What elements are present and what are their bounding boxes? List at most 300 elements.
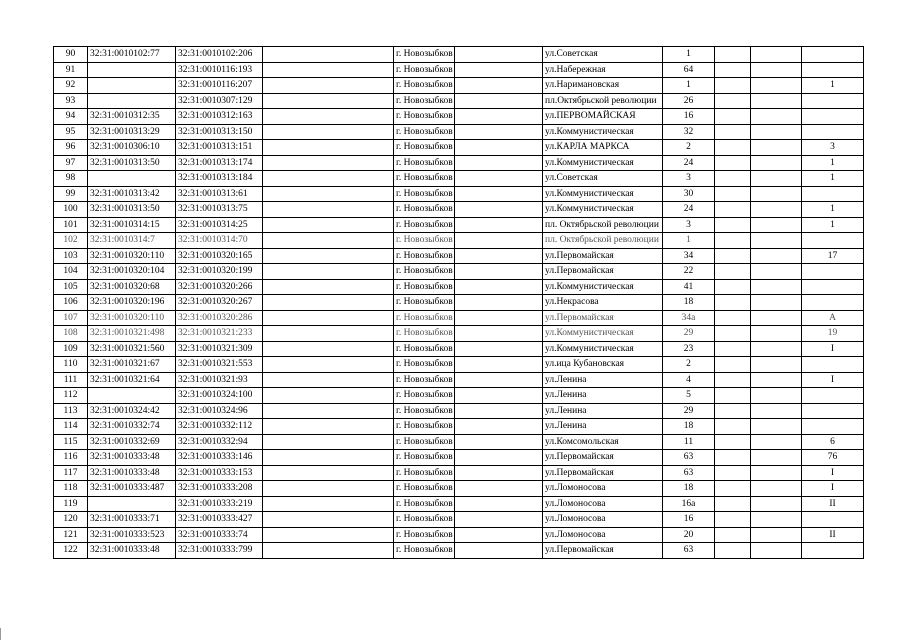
apartment-cell [802, 295, 864, 311]
empty-cell [263, 264, 394, 280]
empty-cell [751, 140, 802, 156]
row-number: 104 [54, 264, 88, 280]
cadastral-number-land: 32:31:0010102:77 [88, 47, 176, 63]
house-number-cell: 63 [663, 543, 715, 559]
apartment-cell [802, 186, 864, 202]
empty-cell [715, 527, 751, 543]
empty-cell [751, 62, 802, 78]
register-table [53, 46, 864, 559]
table-row [54, 310, 864, 326]
empty-cell [455, 310, 543, 326]
street-cell: пл. Октябрьской революции [543, 217, 663, 233]
empty-cell [715, 93, 751, 109]
empty-cell [751, 109, 802, 125]
apartment-cell [802, 357, 864, 373]
cadastral-number-land: 32:31:0010333:71 [88, 512, 176, 528]
city-cell: г. Новозыбков [394, 140, 455, 156]
apartment-cell [802, 264, 864, 280]
street-cell: ул.ица Кубановская [543, 357, 663, 373]
street-cell: ул.Первомайская [543, 248, 663, 264]
cadastral-number-land: 32:31:0010321:67 [88, 357, 176, 373]
cadastral-number-building: 32:31:0010332:112 [176, 419, 263, 435]
empty-cell [715, 450, 751, 466]
row-number: 121 [54, 527, 88, 543]
apartment-cell [802, 124, 864, 140]
empty-cell [751, 248, 802, 264]
empty-cell [715, 295, 751, 311]
street-cell: ул.Советская [543, 47, 663, 63]
city-cell: г. Новозыбков [394, 109, 455, 125]
house-number-cell: 16 [663, 109, 715, 125]
empty-cell [455, 450, 543, 466]
city-cell: г. Новозыбков [394, 341, 455, 357]
cadastral-number-building: 32:31:0010313:184 [176, 171, 263, 187]
cadastral-number-building: 32:31:0010320:267 [176, 295, 263, 311]
cadastral-number-building: 32:31:0010324:96 [176, 403, 263, 419]
empty-cell [751, 326, 802, 342]
cadastral-number-building: 32:31:0010333:219 [176, 496, 263, 512]
empty-cell [455, 326, 543, 342]
table-row [54, 202, 864, 218]
empty-cell [751, 155, 802, 171]
city-cell: г. Новозыбков [394, 279, 455, 295]
apartment-cell [802, 403, 864, 419]
empty-cell [263, 543, 394, 559]
house-number-cell: 1 [663, 47, 715, 63]
table-row [54, 326, 864, 342]
empty-cell [751, 78, 802, 94]
empty-cell [455, 233, 543, 249]
empty-cell [455, 496, 543, 512]
city-cell: г. Новозыбков [394, 372, 455, 388]
empty-cell [263, 419, 394, 435]
empty-cell [455, 527, 543, 543]
empty-cell [715, 124, 751, 140]
row-number: 92 [54, 78, 88, 94]
empty-cell [715, 248, 751, 264]
empty-cell [751, 310, 802, 326]
house-number-cell: 32 [663, 124, 715, 140]
cadastral-number-building: 32:31:0010313:174 [176, 155, 263, 171]
cadastral-number-building: 32:31:0010314:25 [176, 217, 263, 233]
row-number: 112 [54, 388, 88, 404]
apartment-cell [802, 543, 864, 559]
house-number-cell: 1 [663, 233, 715, 249]
empty-cell [751, 186, 802, 202]
city-cell: г. Новозыбков [394, 78, 455, 94]
empty-cell [263, 295, 394, 311]
city-cell: г. Новозыбков [394, 47, 455, 63]
empty-cell [263, 388, 394, 404]
cadastral-number-land: 32:31:0010320:104 [88, 264, 176, 280]
house-number-cell: 24 [663, 155, 715, 171]
house-number-cell: 34а [663, 310, 715, 326]
city-cell: г. Новозыбков [394, 93, 455, 109]
street-cell: ул.Ломоносова [543, 512, 663, 528]
empty-cell [751, 527, 802, 543]
row-number: 115 [54, 434, 88, 450]
table-row [54, 279, 864, 295]
cadastral-number-land: 32:31:0010321:64 [88, 372, 176, 388]
cadastral-number-land: 32:31:0010320:110 [88, 248, 176, 264]
table-row [54, 233, 864, 249]
house-number-cell: 23 [663, 341, 715, 357]
apartment-cell: 1 [802, 155, 864, 171]
cadastral-number-building: 32:31:0010313:150 [176, 124, 263, 140]
table-row [54, 109, 864, 125]
street-cell: ул.Коммунистическая [543, 124, 663, 140]
empty-cell [751, 295, 802, 311]
table-body [54, 47, 864, 559]
house-number-cell: 26 [663, 93, 715, 109]
city-cell: г. Новозыбков [394, 419, 455, 435]
apartment-cell: I [802, 465, 864, 481]
table-row [54, 264, 864, 280]
empty-cell [263, 372, 394, 388]
cadastral-number-building: 32:31:0010333:146 [176, 450, 263, 466]
empty-cell [715, 78, 751, 94]
empty-cell [263, 279, 394, 295]
empty-cell [263, 496, 394, 512]
table-row [54, 47, 864, 63]
table-row [54, 465, 864, 481]
row-number: 111 [54, 372, 88, 388]
apartment-cell: 6 [802, 434, 864, 450]
cadastral-number-building: 32:31:0010320:199 [176, 264, 263, 280]
empty-cell [751, 403, 802, 419]
table-row [54, 450, 864, 466]
row-number: 110 [54, 357, 88, 373]
table-row [54, 372, 864, 388]
row-number: 120 [54, 512, 88, 528]
empty-cell [715, 279, 751, 295]
empty-cell [263, 357, 394, 373]
cadastral-number-building: 32:31:0010321:93 [176, 372, 263, 388]
empty-cell [263, 434, 394, 450]
row-number: 102 [54, 233, 88, 249]
empty-cell [455, 171, 543, 187]
scan-edge-mark [0, 628, 1, 640]
cadastral-number-land: 32:31:0010313:50 [88, 155, 176, 171]
empty-cell [263, 233, 394, 249]
cadastral-number-land: 32:31:0010321:560 [88, 341, 176, 357]
apartment-cell [802, 512, 864, 528]
cadastral-number-building: 32:31:0010333:74 [176, 527, 263, 543]
apartment-cell: I [802, 372, 864, 388]
cadastral-number-land: 32:31:0010333:523 [88, 527, 176, 543]
empty-cell [455, 419, 543, 435]
apartment-cell [802, 109, 864, 125]
row-number: 118 [54, 481, 88, 497]
empty-cell [263, 186, 394, 202]
empty-cell [715, 217, 751, 233]
city-cell: г. Новозыбков [394, 357, 455, 373]
row-number: 100 [54, 202, 88, 218]
empty-cell [751, 124, 802, 140]
city-cell: г. Новозыбков [394, 155, 455, 171]
empty-cell [455, 403, 543, 419]
empty-cell [751, 357, 802, 373]
row-number: 117 [54, 465, 88, 481]
row-number: 122 [54, 543, 88, 559]
apartment-cell: 1 [802, 217, 864, 233]
table-row [54, 171, 864, 187]
city-cell: г. Новозыбков [394, 202, 455, 218]
row-number: 106 [54, 295, 88, 311]
empty-cell [751, 419, 802, 435]
empty-cell [751, 481, 802, 497]
street-cell: ул.Некрасова [543, 295, 663, 311]
house-number-cell: 34 [663, 248, 715, 264]
house-number-cell: 64 [663, 62, 715, 78]
street-cell: ул.Коммунистическая [543, 155, 663, 171]
city-cell: г. Новозыбков [394, 248, 455, 264]
empty-cell [715, 465, 751, 481]
table-row [54, 62, 864, 78]
empty-cell [715, 109, 751, 125]
street-cell: ул.Ленина [543, 388, 663, 404]
empty-cell [455, 264, 543, 280]
house-number-cell: 3 [663, 217, 715, 233]
empty-cell [751, 388, 802, 404]
city-cell: г. Новозыбков [394, 543, 455, 559]
empty-cell [715, 543, 751, 559]
empty-cell [751, 450, 802, 466]
row-number: 113 [54, 403, 88, 419]
city-cell: г. Новозыбков [394, 481, 455, 497]
cadastral-number-building: 32:31:0010321:233 [176, 326, 263, 342]
cadastral-number-building: 32:31:0010333:799 [176, 543, 263, 559]
table-row [54, 140, 864, 156]
table-row [54, 295, 864, 311]
empty-cell [263, 217, 394, 233]
city-cell: г. Новозыбков [394, 264, 455, 280]
empty-cell [263, 140, 394, 156]
cadastral-number-building: 32:31:0010102:206 [176, 47, 263, 63]
house-number-cell: 24 [663, 202, 715, 218]
empty-cell [263, 527, 394, 543]
cadastral-number-building: 32:31:0010313:61 [176, 186, 263, 202]
cadastral-number-land: 32:31:0010321:498 [88, 326, 176, 342]
empty-cell [751, 341, 802, 357]
street-cell: ул.Советская [543, 171, 663, 187]
table-row [54, 388, 864, 404]
street-cell: ул.Первомайская [543, 310, 663, 326]
cadastral-number-building: 32:31:0010313:75 [176, 202, 263, 218]
row-number: 105 [54, 279, 88, 295]
empty-cell [751, 279, 802, 295]
apartment-cell: II [802, 496, 864, 512]
empty-cell [715, 403, 751, 419]
empty-cell [751, 217, 802, 233]
city-cell: г. Новозыбков [394, 496, 455, 512]
table-row [54, 527, 864, 543]
house-number-cell: 18 [663, 419, 715, 435]
empty-cell [455, 124, 543, 140]
empty-cell [455, 109, 543, 125]
row-number: 96 [54, 140, 88, 156]
empty-cell [751, 171, 802, 187]
empty-cell [715, 434, 751, 450]
empty-cell [263, 155, 394, 171]
apartment-cell: 17 [802, 248, 864, 264]
cadastral-number-building: 32:31:0010116:193 [176, 62, 263, 78]
row-number: 97 [54, 155, 88, 171]
empty-cell [455, 140, 543, 156]
cadastral-number-land: 32:31:0010320:196 [88, 295, 176, 311]
cadastral-number-land [88, 93, 176, 109]
house-number-cell: 18 [663, 481, 715, 497]
apartment-cell: 1 [802, 78, 864, 94]
empty-cell [263, 124, 394, 140]
house-number-cell: 29 [663, 403, 715, 419]
cadastral-number-building: 32:31:0010314:70 [176, 233, 263, 249]
cadastral-number-land: 32:31:0010320:110 [88, 310, 176, 326]
table-row [54, 217, 864, 233]
house-number-cell: 18 [663, 295, 715, 311]
house-number-cell: 2 [663, 140, 715, 156]
empty-cell [715, 388, 751, 404]
apartment-cell [802, 233, 864, 249]
table-row [54, 543, 864, 559]
table-row [54, 78, 864, 94]
empty-cell [751, 496, 802, 512]
cadastral-number-land: 32:31:0010333:48 [88, 465, 176, 481]
apartment-cell: II [802, 527, 864, 543]
empty-cell [455, 341, 543, 357]
row-number: 95 [54, 124, 88, 140]
empty-cell [263, 465, 394, 481]
row-number: 116 [54, 450, 88, 466]
street-cell: пл.Октябрьской революции [543, 93, 663, 109]
row-number: 90 [54, 47, 88, 63]
cadastral-number-building: 32:31:0010320:165 [176, 248, 263, 264]
empty-cell [263, 310, 394, 326]
empty-cell [715, 496, 751, 512]
apartment-cell [802, 93, 864, 109]
street-cell: ул.Коммунистическая [543, 186, 663, 202]
empty-cell [715, 481, 751, 497]
city-cell: г. Новозыбков [394, 512, 455, 528]
empty-cell [263, 450, 394, 466]
cadastral-number-building: 32:31:0010324:100 [176, 388, 263, 404]
city-cell: г. Новозыбков [394, 326, 455, 342]
empty-cell [455, 543, 543, 559]
cadastral-number-land [88, 388, 176, 404]
table-row [54, 186, 864, 202]
street-cell: ул.Первомайская [543, 543, 663, 559]
empty-cell [263, 202, 394, 218]
table-row [54, 419, 864, 435]
table-row [54, 357, 864, 373]
cadastral-number-building: 32:31:0010332:94 [176, 434, 263, 450]
cadastral-number-land: 32:31:0010333:48 [88, 543, 176, 559]
street-cell: ул.КАРЛА МАРКСА [543, 140, 663, 156]
empty-cell [715, 419, 751, 435]
street-cell: пл. Октябрьской революции [543, 233, 663, 249]
city-cell: г. Новозыбков [394, 434, 455, 450]
table-row [54, 434, 864, 450]
cadastral-number-land: 32:31:0010314:15 [88, 217, 176, 233]
empty-cell [455, 93, 543, 109]
house-number-cell: 11 [663, 434, 715, 450]
cadastral-number-land [88, 62, 176, 78]
street-cell: ул.ПЕРВОМАЙСКАЯ [543, 109, 663, 125]
page-footer [0, 612, 905, 632]
cadastral-number-land: 32:31:0010313:50 [88, 202, 176, 218]
apartment-cell [802, 388, 864, 404]
empty-cell [751, 512, 802, 528]
row-number: 114 [54, 419, 88, 435]
empty-cell [751, 93, 802, 109]
empty-cell [715, 47, 751, 63]
empty-cell [263, 481, 394, 497]
empty-cell [455, 217, 543, 233]
empty-cell [263, 248, 394, 264]
house-number-cell: 3 [663, 171, 715, 187]
apartment-cell: 1 [802, 171, 864, 187]
city-cell: г. Новозыбков [394, 217, 455, 233]
house-number-cell: 29 [663, 326, 715, 342]
empty-cell [715, 233, 751, 249]
city-cell: г. Новозыбков [394, 465, 455, 481]
empty-cell [455, 186, 543, 202]
empty-cell [263, 326, 394, 342]
cadastral-number-building: 32:31:0010321:309 [176, 341, 263, 357]
cadastral-number-land: 32:31:0010324:42 [88, 403, 176, 419]
apartment-cell: 19 [802, 326, 864, 342]
empty-cell [263, 62, 394, 78]
house-number-cell: 20 [663, 527, 715, 543]
empty-cell [715, 264, 751, 280]
row-number: 109 [54, 341, 88, 357]
row-number: 103 [54, 248, 88, 264]
city-cell: г. Новозыбков [394, 124, 455, 140]
empty-cell [263, 403, 394, 419]
apartment-cell [802, 47, 864, 63]
apartment-cell: 76 [802, 450, 864, 466]
cadastral-number-land: 32:31:0010306:10 [88, 140, 176, 156]
empty-cell [455, 78, 543, 94]
table-row [54, 481, 864, 497]
house-number-cell: 16 [663, 512, 715, 528]
apartment-cell: 3 [802, 140, 864, 156]
empty-cell [263, 93, 394, 109]
empty-cell [455, 295, 543, 311]
empty-cell [751, 372, 802, 388]
empty-cell [715, 62, 751, 78]
empty-cell [715, 512, 751, 528]
city-cell: г. Новозыбков [394, 186, 455, 202]
street-cell: ул.Ломоносова [543, 527, 663, 543]
city-cell: г. Новозыбков [394, 62, 455, 78]
house-number-cell: 30 [663, 186, 715, 202]
empty-cell [751, 202, 802, 218]
street-cell: ул.Ломоносова [543, 481, 663, 497]
empty-cell [715, 171, 751, 187]
table-row [54, 512, 864, 528]
apartment-cell [802, 279, 864, 295]
street-cell: ул.Первомайская [543, 264, 663, 280]
city-cell: г. Новозыбков [394, 388, 455, 404]
cadastral-number-land: 32:31:0010312:35 [88, 109, 176, 125]
row-number: 99 [54, 186, 88, 202]
street-cell: ул.Ленина [543, 419, 663, 435]
row-number: 93 [54, 93, 88, 109]
row-number: 94 [54, 109, 88, 125]
empty-cell [455, 248, 543, 264]
row-number: 108 [54, 326, 88, 342]
